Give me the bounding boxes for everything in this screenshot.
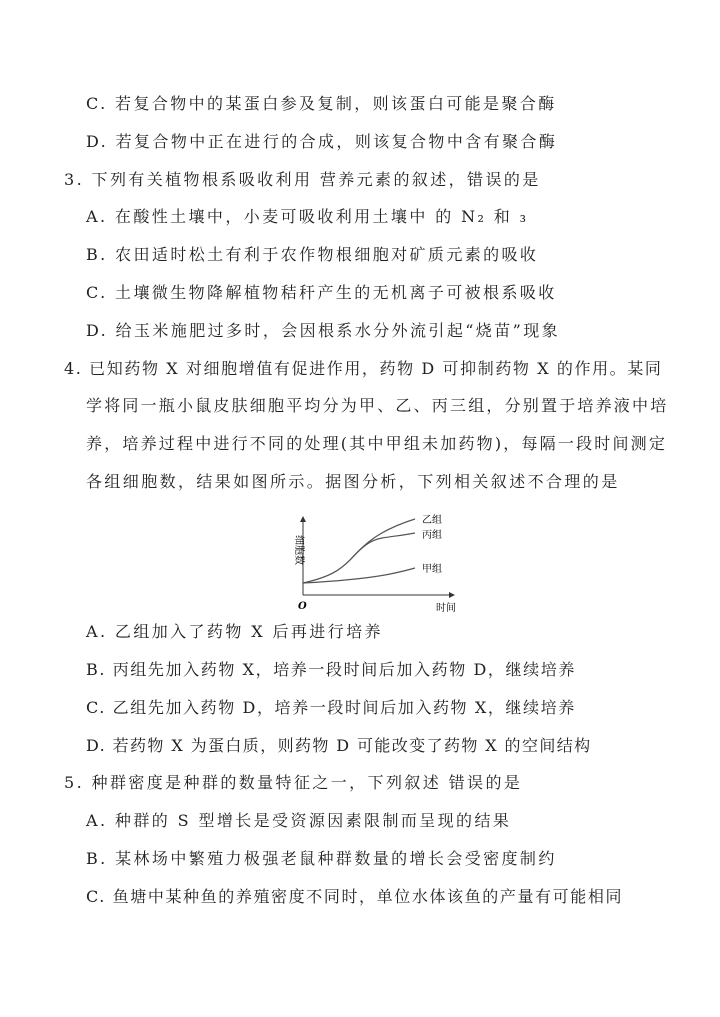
q3-stem: 3. 下列有关植物根系吸收利用 营养元素的叙述，错误的是 [64, 170, 541, 189]
q4-stem-line3: 养，培养过程中进行不同的处理(其中甲组未加药物)，每隔一段时间测定 [86, 434, 668, 453]
q4-option-c: C. 乙组先加入药物 D，培养一段时间后加入药物 X，继续培养 [86, 698, 576, 717]
q4-stem-line1: 4. 已知药物 X 对细胞增值有促进作用，药物 D 可抑制药物 X 的作用。某同 [64, 359, 663, 378]
q4-stem-line2: 学将同一瓶小鼠皮肤细胞平均分为甲、乙、丙三组，分别置于培养液中培 [86, 396, 669, 415]
q3-option-d: D. 给玉米施肥过多时，会因根系水分外流引起“烧苗”现象 [86, 321, 560, 340]
series-label-bing: 丙组 [422, 530, 442, 541]
q2-option-d: D. 若复合物中正在进行的合成，则该复合物中含有聚合酶 [86, 132, 558, 151]
series-label-yi: 乙组 [422, 515, 442, 526]
q4-option-a: A. 乙组加入了药物 X 后再进行培养 [86, 622, 383, 641]
q5-stem: 5. 种群密度是种群的数量特征之一，下列叙述 错误的是 [64, 773, 523, 792]
q5-option-c: C. 鱼塘中某种鱼的养殖密度不同时，单位水体该鱼的产量有可能相同 [86, 887, 624, 906]
y-axis-label: 细胞数 [293, 535, 304, 565]
series-label-jia: 甲组 [422, 564, 442, 575]
q4-option-b: B. 丙组先加入药物 X，培养一段时间后加入药物 D，继续培养 [86, 660, 576, 679]
x-axis-label: 时间 [436, 603, 456, 614]
q2-option-c: C. 若复合物中的某蛋白参及复制，则该蛋白可能是聚合酶 [86, 94, 557, 113]
origin-label: O [298, 601, 307, 612]
q5-option-b: B. 某林场中繁殖力极强老鼠种群数量的增长会受密度制约 [86, 849, 557, 868]
q3-option-b: B. 农田适时松土有利于农作物根细胞对矿质元素的吸收 [86, 245, 539, 264]
curve-jia [303, 568, 415, 583]
q3-option-c: C. 土壤微生物降解植物秸秆产生的无机离子可被根系吸收 [86, 283, 557, 302]
cell-growth-figure [270, 505, 470, 617]
q4-option-d: D. 若药物 X 为蛋白质，则药物 D 可能改变了药物 X 的空间结构 [86, 736, 592, 755]
q5-option-a: A. 种群的 S 型增长是受资源因素限制而呈现的结果 [86, 811, 512, 830]
q3-option-a: A. 在酸性土壤中，小麦可吸收利用土壤中 的 N₂ 和 ₃ [86, 207, 529, 226]
curve-bing [303, 533, 415, 583]
q4-stem-line4: 各组细胞数，结果如图所示。据图分析，下列相关叙述不合理的是 [86, 472, 620, 491]
